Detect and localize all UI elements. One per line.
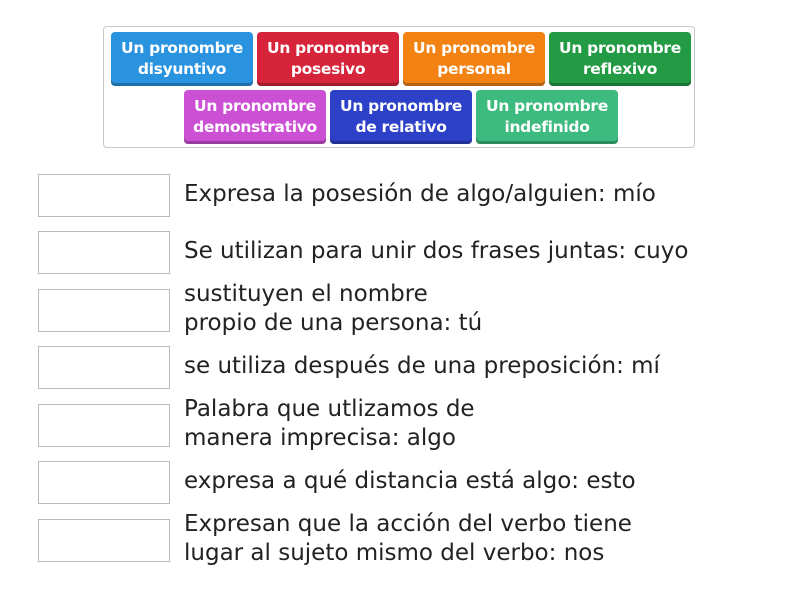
tile-personal[interactable] bbox=[403, 32, 545, 86]
tile-label-line1: Un pronombre bbox=[559, 39, 681, 57]
drop-zone-5[interactable] bbox=[38, 404, 170, 447]
tile-posesivo[interactable] bbox=[257, 32, 399, 86]
clue-line1: se utiliza después de una preposición: mí bbox=[184, 353, 660, 379]
drop-zone-1[interactable] bbox=[38, 174, 170, 217]
tile-label-line1: Un pronombre bbox=[121, 39, 243, 57]
tile-label-line2: indefinido bbox=[504, 118, 590, 136]
clue-text-6 bbox=[184, 467, 636, 496]
tile-de-relativo[interactable] bbox=[330, 90, 472, 144]
tile-label-line2: posesivo bbox=[290, 60, 366, 78]
clue-line1: expresa a qué distancia está algo: esto bbox=[184, 468, 636, 494]
tile-label-line2: personal bbox=[437, 60, 511, 78]
clue-line1: Palabra que utlizamos de bbox=[184, 396, 475, 422]
clue-line1: Se utilizan para unir dos frases juntas: cuyo bbox=[184, 238, 689, 264]
tile-disyuntivo[interactable] bbox=[111, 32, 253, 86]
tile-demonstrativo[interactable] bbox=[184, 90, 326, 144]
tile-label-line1: Un pronombre bbox=[340, 97, 462, 115]
clue-text-3 bbox=[184, 280, 482, 338]
tile-label-line1: Un pronombre bbox=[413, 39, 535, 57]
clue-line2: propio de una persona: tú bbox=[184, 310, 483, 336]
tile-label-line1: Un pronombre bbox=[267, 39, 389, 57]
answer-tile-tray bbox=[103, 26, 695, 148]
tile-label-line1: Un pronombre bbox=[194, 97, 316, 115]
tile-indefinido[interactable] bbox=[476, 90, 618, 144]
tile-label-line2: de relativo bbox=[355, 118, 447, 136]
tile-reflexivo[interactable] bbox=[549, 32, 691, 86]
drop-zone-3[interactable] bbox=[38, 289, 170, 332]
clue-text-4 bbox=[184, 352, 660, 381]
tile-label-line2: demonstrativo bbox=[193, 118, 317, 136]
clue-line1: Expresa la posesión de algo/alguien: mío bbox=[184, 181, 656, 207]
clue-line1: sustituyen el nombre bbox=[184, 281, 428, 307]
tile-label-line1: Un pronombre bbox=[486, 97, 608, 115]
drop-zone-2[interactable] bbox=[38, 231, 170, 274]
drop-zone-6[interactable] bbox=[38, 461, 170, 504]
clue-text-2 bbox=[184, 237, 688, 266]
clue-text-7 bbox=[184, 510, 632, 568]
drop-zone-7[interactable] bbox=[38, 519, 170, 562]
clue-text-1 bbox=[184, 180, 656, 209]
clue-line2: manera imprecisa: algo bbox=[184, 425, 456, 451]
clue-line2: lugar al sujeto mismo del verbo: nos bbox=[184, 540, 605, 566]
tile-label-line2: reflexivo bbox=[582, 60, 658, 78]
clue-line1: Expresan que la acción del verbo tiene bbox=[184, 511, 632, 537]
drop-zone-4[interactable] bbox=[38, 346, 170, 389]
tile-label-line2: disyuntivo bbox=[137, 60, 227, 78]
clue-text-5 bbox=[184, 395, 475, 453]
